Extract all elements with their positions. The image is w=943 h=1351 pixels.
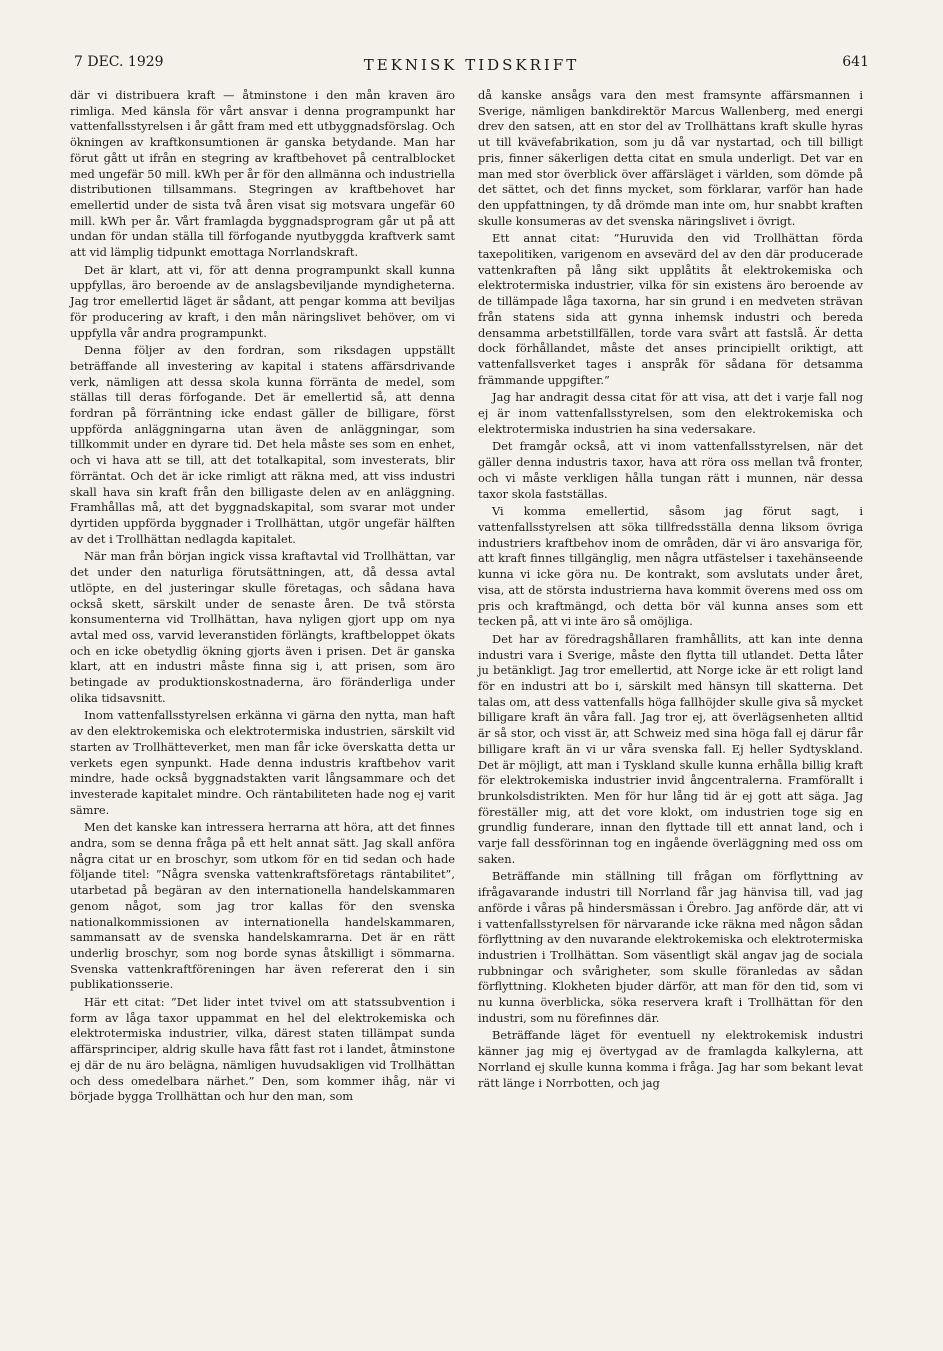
- paragraph: Beträffande läget för eventuell ny elektrokemisk industri känner jag mig ej övertygad av de framlagda kalkylerna, att Norrland ej skulle kunna komma i fråga. Jag har som bekant levat rätt länge i Norrbotten, och jag: [478, 1028, 863, 1090]
- paragraph: Beträffande min ställning till frågan om förflyttning av ifrågavarande industri till Norrland får jag hänvisa till, vad jag anförde i våras på hindersmässan i Örebro. Jag anförde där, att vi i vattenfallsstyrelsen för närvarande icke räkna med någon sådan förflyttning av den nuvarande elektrokemiska och elektrotermiska industrien i Trollhättan. Som väsentligt skäl angav jag de sociala rubbningar och svårigheter, som skulle föranledas av sådan förflyttning. Klokheten bjuder därför, att man för den tid, som vi nu kunna överblicka, söka reservera kraft i Trollhättan för den industri, som nu förefinnes där.: [478, 869, 863, 1025]
- paragraph: Vi komma emellertid, såsom jag förut sagt, i vattenfallsstyrelsen att söka tillfredsställa denna liksom övriga industriers kraftbehov inom de områden, där vi äro ansvariga för, att kraft finnes tillgänglig, men några utfästelser i taxehänseende kunna vi icke göra nu. De kontrakt, som avslutats under året, visa, att de största industrierna hava kommit överens med oss om pris och kraftmängd, och detta bör väl kunna anses som ett tecken på, att vi inte äro så omöjliga.: [478, 504, 863, 629]
- right-column: [478, 88, 863, 1091]
- paragraph: Ett annat citat: ”Huruvida den vid Trollhättan förda taxepolitiken, varigenom en avsevärd del av den där producerade vattenkraften på lång sikt upplåtits åt elektrokemiska och elektrotermiska industrier, vilka för sin existens äro beroende av de tillämpade låga taxorna, har sin grund i en medveten strävan från statens sida att gynna inhemsk industri och bereda densamma arbetstillfällen, torde vara svårt att fastslå. Är detta dock förhållandet, måste det anses principiellt oriktigt, att vattenfallsverket tages i anspråk för sådana för detsamma främmande uppgifter.”: [478, 231, 863, 387]
- paragraph: Det är klart, att vi, för att denna programpunkt skall kunna uppfyllas, äro beroende av de anslagsbeviljande myndigheterna. Jag tror emellertid läget är sådant, att pengar komma att beviljas för producering av kraft, i den mån näringslivet behöver, om vi uppfylla vår andra programpunkt.: [70, 262, 455, 340]
- paragraph: där vi distribuera kraft — åtminstone i den mån kraven äro rimliga. Med känsla för vårt ansvar i denna programpunkt har vattenfallsstyrelsen i år gått fram med ett utbyggnadsförslag. Och ökningen av kraftkonsumtionen är ganska betydande. Man har förut gått ut ifrån en stegring av kraftbehovet på centralblocket med ungefär 50 mill. kWh per år för den allmänna och industriella distributionen tillsammans. Stegringen av kraftbehovet har emellertid under de sista två åren visat sig motsvara ungefär 60 mill. kWh per år. Vårt framlagda byggnadsprogram går ut på att undan för undan ställa till förfogande nyutbyggda kraftverk samt att vid lämplig tidpunkt emottaga Norrlandskraft.: [70, 88, 455, 260]
- left-column: [70, 88, 455, 1105]
- paragraph: Det framgår också, att vi inom vattenfallsstyrelsen, när det gäller denna industris taxor, hava att röra oss mellan två fronter, och vi måste verkligen hålla tungan rätt i munnen, när dessa taxor skola fastställas.: [478, 439, 863, 501]
- paragraph: Jag har andragit dessa citat för att visa, att det i varje fall nog ej är inom vattenfallsstyrelsen, som den elektrokemiska och elektrotermiska industrien ha sina vedersakare.: [478, 390, 863, 436]
- paragraph: Inom vattenfallsstyrelsen erkänna vi gärna den nytta, man haft av den elektrokemiska och elektrotermiska industrien, särskilt vid starten av Trollhätteverket, men man får icke överskatta detta ur verkets egen synpunkt. Hade denna industris kraftbehov varit mindre, hade också byggnadstakten varit långsammare och det investerade kapitalet mindre. Och räntabiliteten hade nog ej varit sämre.: [70, 708, 455, 817]
- paragraph: Denna följer av den fordran, som riksdagen uppställt beträffande all investering av kapital i statens affärsdrivande verk, nämligen att dessa skola kunna förränta de medel, som ställas till deras förfogande. Det är emellertid så, att denna fordran på förräntning icke endast gäller de billigare, först uppförda anläggningarna utan även de anläggningar, som tillkommit under en dyrare tid. Det hela måste ses som en enhet, och vi hava att se till, att det totalkapital, som investerats, blir förräntat. Och det är icke rimligt att räkna med, att viss industri skall hava sin kraft från den billigaste delen av en anläggning. Framhållas må, att det byggnadskapital, som svarar mot under dyrtiden uppförda byggnader i Trollhättan, utgör ungefär hälften av det i Trollhättan nedlagda kapitalet.: [70, 343, 455, 546]
- paragraph: Här ett citat: ”Det lider intet tvivel om att statssubvention i form av låga taxor uppammat en hel del elektrokemiska och elektrotermiska industrier, vilka, därest staten tillämpat sunda affärsprinciper, aldrig skulle hava fått fast rot i landet, åtminstone ej där de nu äro belägna, nämligen huvudsakligen vid Trollhättan och dess omedelbara närhet.” Den, som kommer ihåg, när vi började bygga Trollhättan och hur den man, som: [70, 995, 455, 1104]
- paragraph: När man från början ingick vissa kraftavtal vid Trollhättan, var det under den naturliga förutsättningen, att, då dessa avtal utlöpte, en del justeringar skulle företagas, och sådana hava också skett, särskilt under de senaste åren. De två största konsumenterna vid Trollhättan, hava nyligen gjort upp om nya avtal med oss, varvid leveranstiden förlängts, kraftbeloppet ökats och en icke obetydlig ökning gjorts även i prisen. Det är ganska klart, att en industri måste finna sig i, att prisen, som äro betingade av produktionskostnaderna, äro föränderliga under olika tidsavsnitt.: [70, 549, 455, 705]
- header-date: 7 DEC. 1929: [74, 54, 164, 70]
- page-header: [70, 52, 873, 78]
- page-number: 641: [842, 54, 869, 70]
- paragraph: då kanske ansågs vara den mest framsynte affärsmannen i Sverige, nämligen bankdirektör Marcus Wallenberg, med energi drev den satsen, att en stor del av Trollhättans kraft skulle hyras ut till kvävefabrikation, som ju då var nystartad, och till billigt pris, finner säkerligen detta citat en smula underligt. Det var en man med stor överblick över affärsläget i världen, som dömde på det sättet, och det finns mycket, som förklarar, varför han hade den uppfattningen, ty då drömde man inte om, hur snabbt kraften skulle konsumeras av det svenska näringslivet i övrigt.: [478, 88, 863, 228]
- paragraph: Det har av föredragshållaren framhållits, att kan inte denna industri vara i Sverige, måste den flytta till utlandet. Detta låter ju betänkligt. Jag tror emellertid, att Norge icke är ett roligt land för en industri att bo i, särskilt med hänsyn till skatterna. Det talas om, att dess vattenfalls höga fallhöjder skulle giva så mycket billigare kraft än våra fall. Jag tror ej, att överlägsenheten alltid är så stor, och visst är, att Schweiz med sina höga fall ej därur får billigare kraft än vi ur våra svenska fall. Ej heller Sydtyskland. Det är möjligt, att man i Tyskland skulle kunna erhålla billig kraft för elektrokemiska industrier invid ångcentralerna. Framförallt i brunkolsdistrikten. Men för hur lång tid är ej gott att säga. Jag föreställer mig, att det vore klokt, om industrien toge sig en grundlig funderare, innan den flyttade till ett annat land, och i varje fall dessförinnan tog en ingående överläggning med oss om saken.: [478, 631, 863, 866]
- journal-title: TEKNISK TIDSKRIFT: [363, 56, 580, 74]
- paragraph: Men det kanske kan intressera herrarna att höra, att det finnes andra, som se denna fråga på ett helt annat sätt. Jag skall anföra några citat ur en broschyr, som utkom för en tid sedan och hade följande titel: ”Några svenska vattenkraftsföretags räntabilitet”, utarbetad på begäran av den internationella handelskammaren genom något, som jag tror kallas för den svenska nationalkommissionen av internationella handelskammaren, sammansatt av de svenska handelskamrarna. Det är en rätt underlig broschyr, som nog borde synas åtskilligt i sömmarna. Svenska vattenkraftföreningen har även refererat den i sin publikationsserie.: [70, 820, 455, 992]
